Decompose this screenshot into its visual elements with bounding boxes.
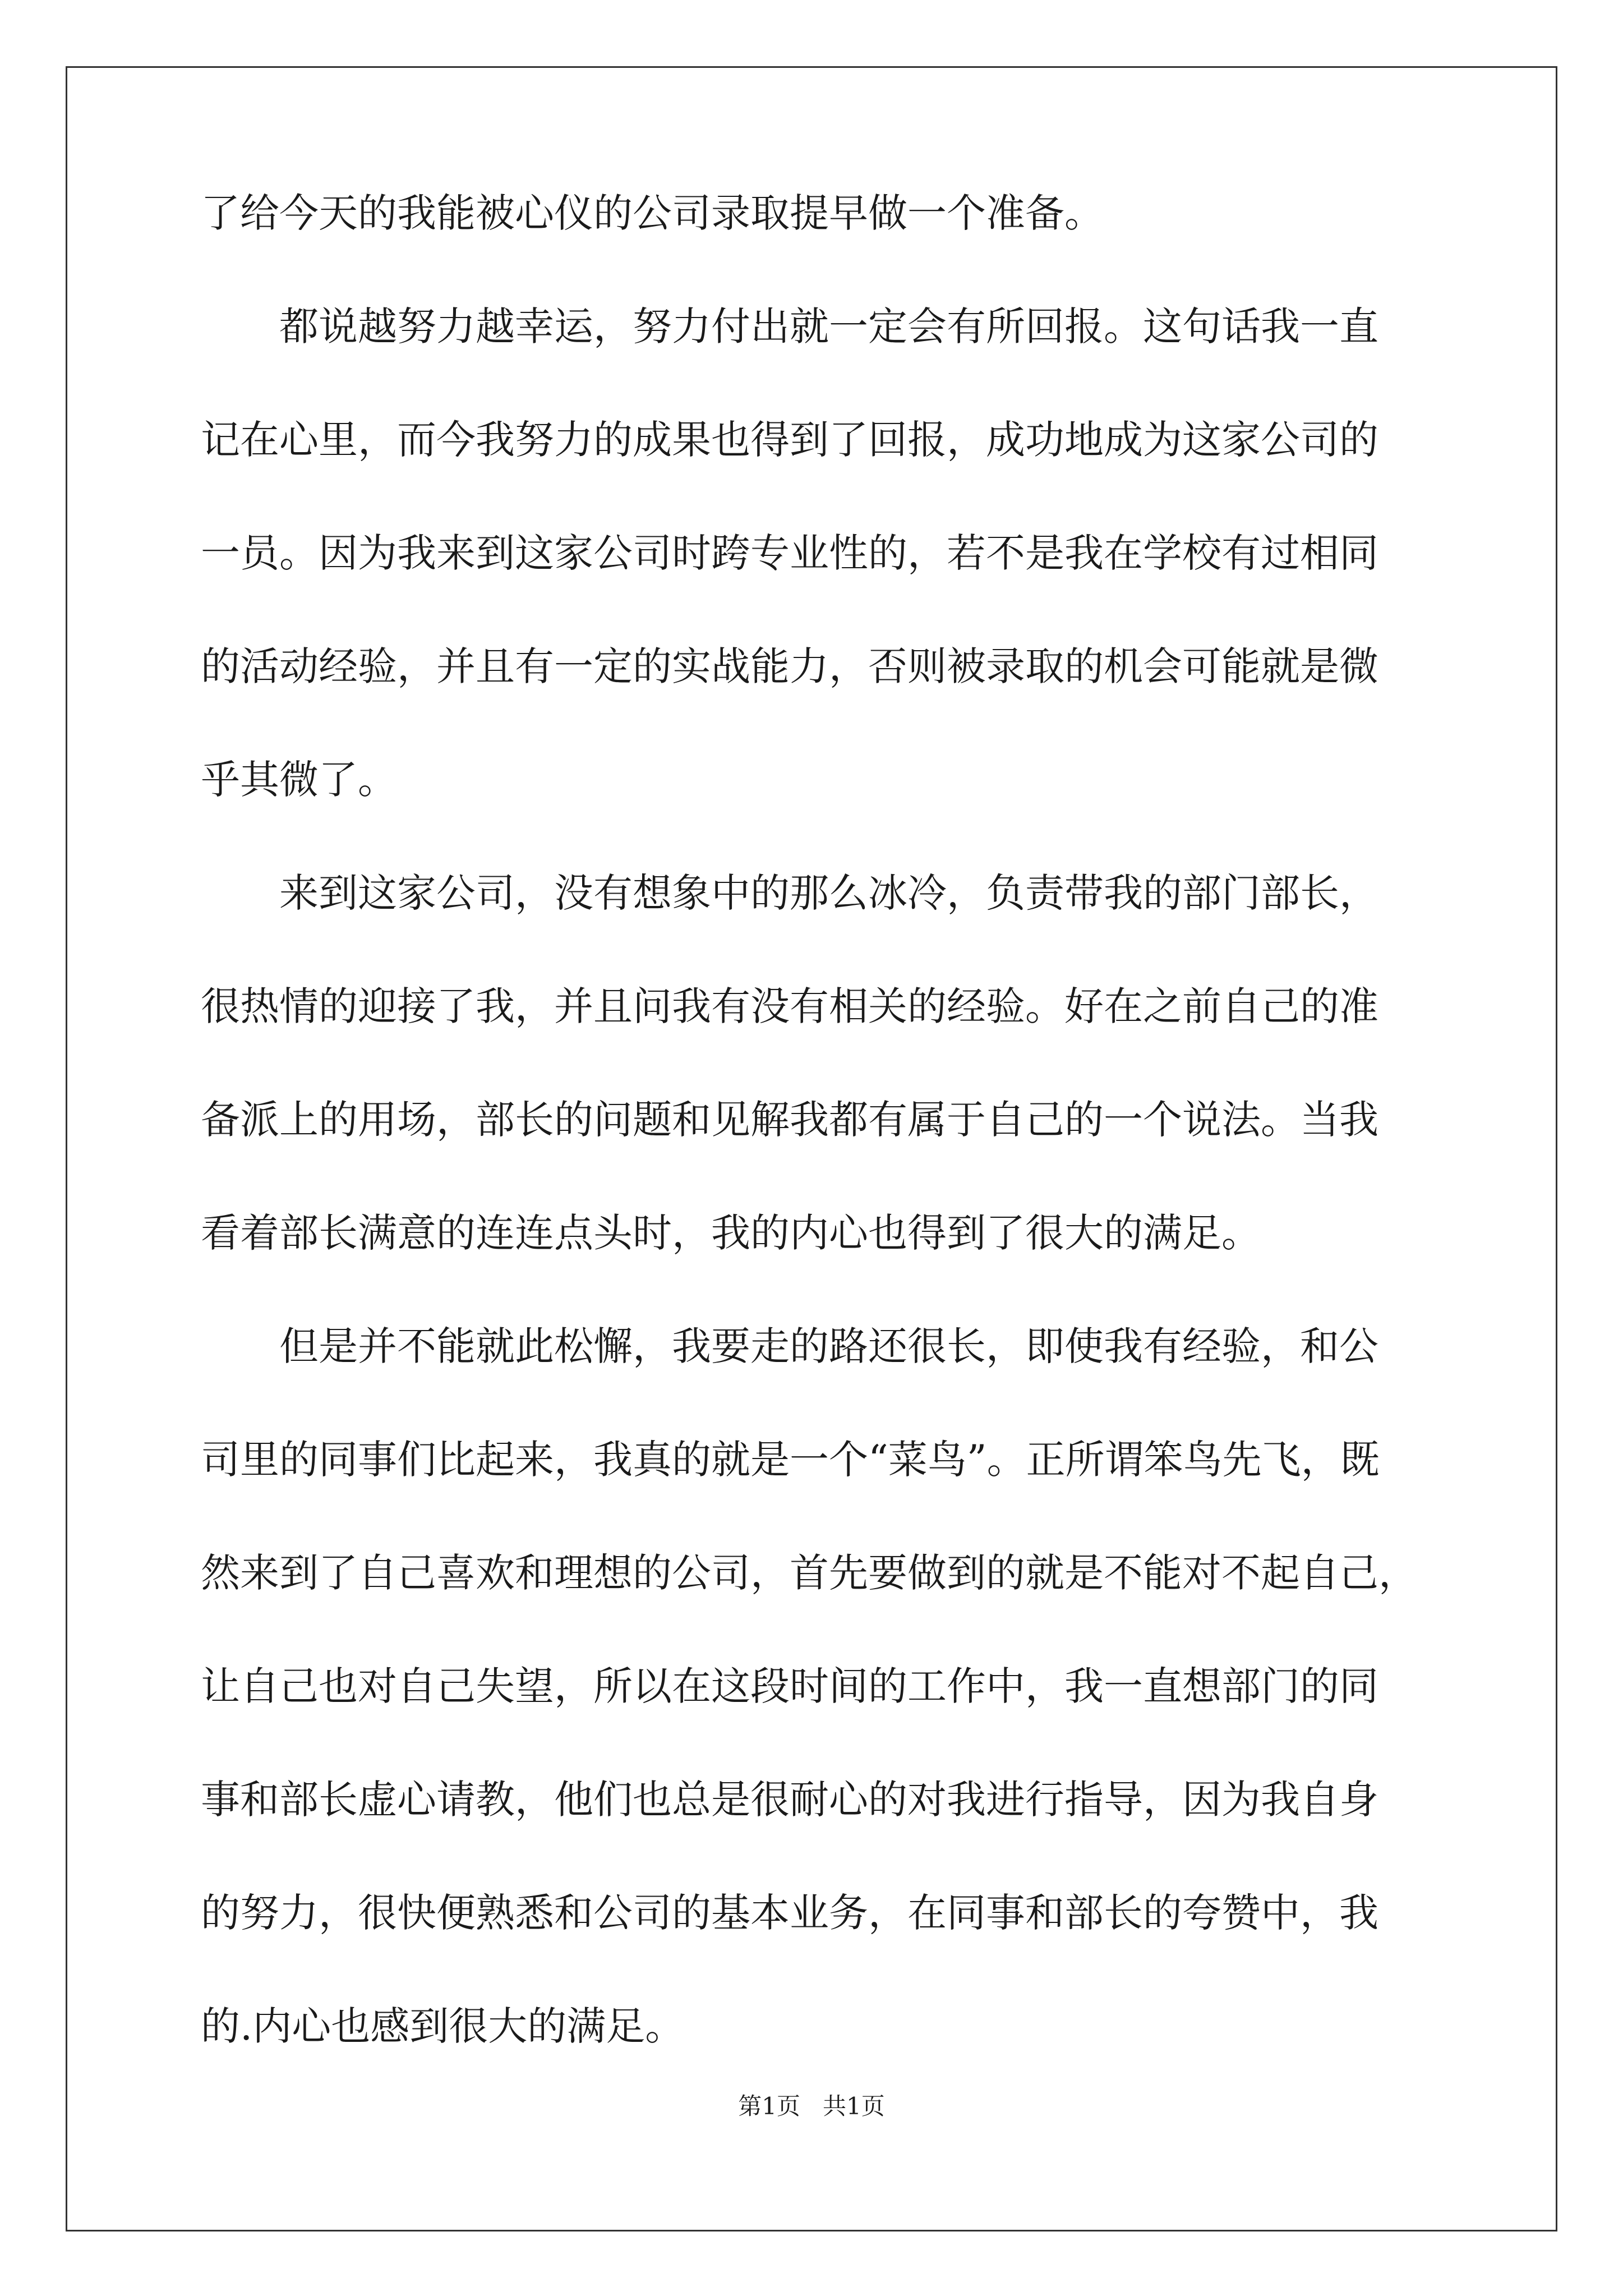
text-line: 一员。因为我来到这家公司时跨专业性的，若不是我在学校有过相同 (201, 530, 1378, 576)
text-line: 来到这家公司，没有想象中的那么冰冷，负责带我的部门部长， (279, 870, 1378, 916)
text-line: 的努力，很快便熟悉和公司的基本业务，在同事和部长的夸赞中，我 (201, 1890, 1378, 1936)
page-footer: 第1页 共1页 (738, 2092, 885, 2120)
text-line: 备派上的用场，部长的问题和见解我都有属于自己的一个说法。当我 (201, 1097, 1378, 1143)
text-line: 记在心里，而今我努力的成果也得到了回报，成功地成为这家公司的 (201, 417, 1378, 463)
text-line: 很热情的迎接了我，并且问我有没有相关的经验。好在之前自己的准 (201, 983, 1378, 1029)
text-line: 司里的同事们比起来，我真的就是一个“菜鸟”。正所谓笨鸟先飞，既 (201, 1437, 1380, 1483)
text-line: 了给今天的我能被心仪的公司录取提早做一个准备。 (201, 190, 1104, 236)
text-line: 的活动经验，并且有一定的实战能力，否则被录取的机会可能就是微 (201, 643, 1378, 689)
text-line: 但是并不能就此松懈，我要走的路还很长，即使我有经验，和公 (279, 1323, 1378, 1369)
text-line: 乎其微了。 (201, 757, 397, 803)
text-line: 然来到了自己喜欢和理想的公司，首先要做到的就是不能对不起自己， (201, 1550, 1418, 1596)
text-line: 都说越努力越幸运，努力付出就一定会有所回报。这句话我一直 (279, 303, 1378, 349)
text-line: 看着部长满意的连连点头时，我的内心也得到了很大的满足。 (201, 1210, 1261, 1256)
text-line: 让自己也对自己失望，所以在这段时间的工作中，我一直想部门的同 (201, 1663, 1378, 1709)
text-line: 的.内心也感到很大的满足。 (201, 2003, 685, 2049)
text-line: 事和部长虚心请教，他们也总是很耐心的对我进行指导，因为我自身 (201, 1777, 1378, 1823)
